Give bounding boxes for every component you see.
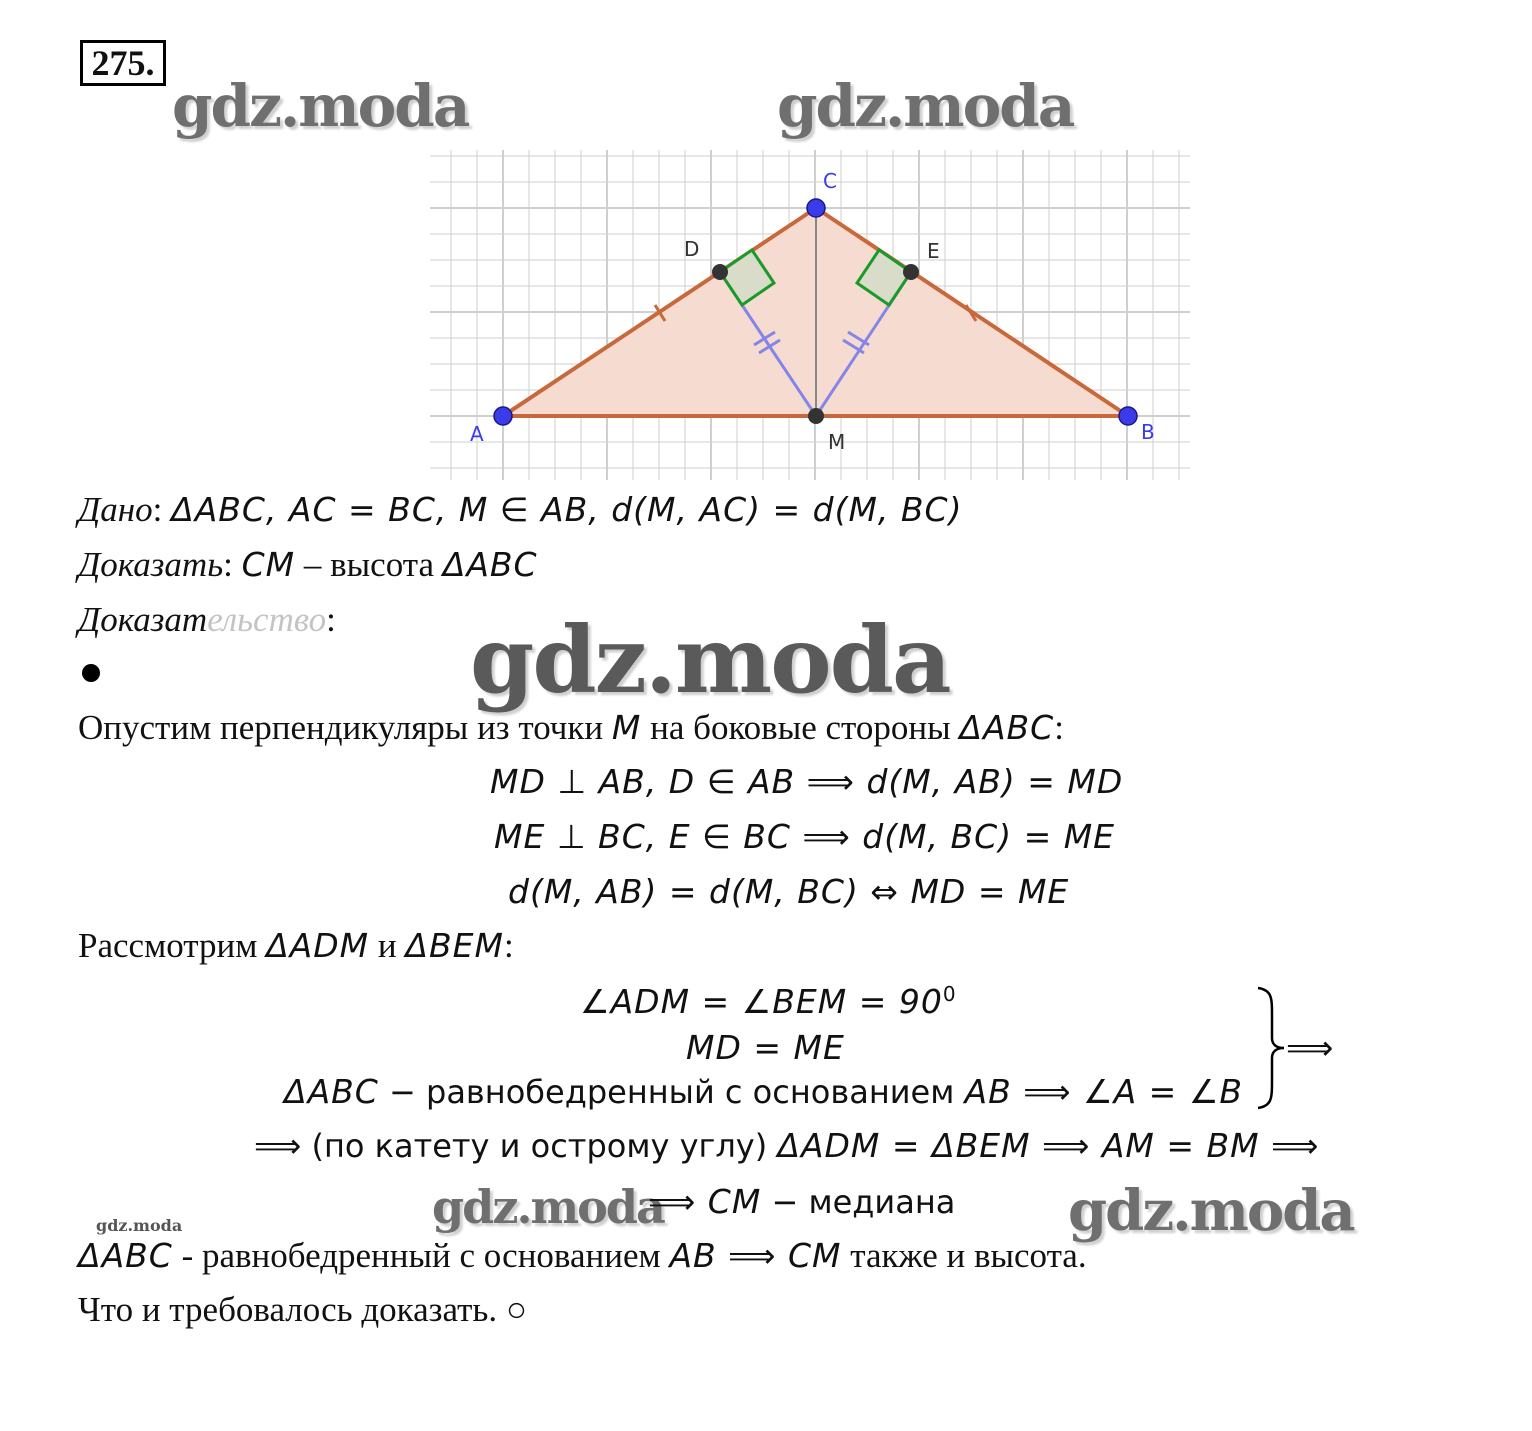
proof-label-line: [78, 600, 336, 640]
watermark-small: gdz.moda: [96, 1216, 183, 1235]
step2-and: и: [369, 926, 406, 965]
prove-object: CM: [241, 545, 296, 584]
conclusion2-math: ⟹ CM: [648, 1182, 762, 1221]
system-angles: ∠ADM = ∠BEM = 90: [580, 982, 943, 1021]
equation-3: d(M, AB) = d(M, BC) ⇔ MD = ME: [508, 872, 1070, 911]
step1-line: [78, 708, 1064, 748]
conclusion2-text: − медиана: [761, 1183, 956, 1221]
proof-label: Доказат: [78, 600, 208, 639]
watermark: gdz.moda: [777, 72, 1074, 140]
label-m: M: [828, 430, 846, 454]
conclusion1-text: (по катету и острому углу): [301, 1127, 778, 1165]
step1-text: Опустим перпендикуляры из точки: [78, 708, 612, 747]
step1-colon: :: [1054, 708, 1064, 747]
triangle-figure: [430, 150, 1190, 480]
step1-triangle: ΔABC: [959, 708, 1055, 747]
label-c: C: [823, 169, 837, 193]
conclusion1-line: [254, 1126, 1319, 1166]
step2-triangle-bem: ΔBEM: [405, 926, 504, 965]
point-b: [1119, 407, 1137, 425]
equation-1: MD ⊥ AB, D ∈ AB ⟹ d(M, AB) = MD: [490, 762, 1124, 801]
watermark: gdz.moda: [172, 72, 469, 140]
point-e: [903, 264, 919, 280]
degree-superscript: 0: [942, 982, 957, 1006]
step1-text2: на боковые стороны: [641, 708, 960, 747]
conclusion1-math: ΔADM = ΔBEM ⟹ AM = BM ⟹: [777, 1126, 1320, 1165]
system-line-1: [580, 982, 957, 1021]
final-line: [78, 1236, 1087, 1276]
system-text: − равнобедренный с основанием: [378, 1073, 965, 1111]
final-text: - равнобедренный с основанием: [172, 1236, 670, 1275]
watermark: gdz.moda: [470, 606, 950, 714]
prove-triangle: ΔABC: [442, 545, 538, 584]
label-d: D: [684, 237, 700, 261]
proof-colon: :: [326, 600, 336, 639]
given-label: Дано: [78, 490, 153, 529]
step2-line: [78, 926, 514, 966]
final-text2: также и высота.: [841, 1236, 1087, 1275]
prove-label: Доказать: [78, 545, 224, 584]
given-colon: :: [152, 490, 163, 529]
watermark: gdz.moda: [1068, 1178, 1354, 1244]
system-arrow: ⟹: [1286, 1028, 1334, 1067]
problem-number: 275.: [80, 40, 166, 86]
given-statement: ΔABC, AC = BC, M ∈ AB, d(M, AC) = d(M, BC): [171, 490, 963, 529]
proof-label-faded: ельство: [207, 600, 327, 639]
point-m: [808, 408, 824, 424]
point-a: [494, 407, 512, 425]
label-b: B: [1141, 420, 1155, 444]
step2-text: Рассмотрим: [78, 926, 267, 965]
point-c: [807, 199, 825, 217]
watermark: gdz.moda: [432, 1180, 664, 1234]
system-line-3: [284, 1072, 1243, 1112]
label-e: E: [927, 239, 940, 263]
final-math: AB ⟹ CM: [669, 1236, 842, 1275]
final-triangle: ΔABC: [78, 1236, 173, 1275]
qed-line: Что и требовалось доказать. ○: [78, 1290, 528, 1329]
system-triangle: ΔABC: [284, 1072, 379, 1111]
prove-line: [78, 545, 538, 585]
prove-colon: :: [223, 545, 233, 584]
conclusion1-arrow: ⟹: [254, 1126, 302, 1165]
given-line: [78, 490, 962, 530]
system-math: AB ⟹ ∠A = ∠B: [964, 1072, 1244, 1111]
curly-brace: [1250, 986, 1290, 1110]
step2-colon: :: [503, 926, 514, 965]
equation-2: ME ⊥ BC, E ∈ BC ⟹ d(M, BC) = ME: [494, 817, 1116, 856]
step2-triangle-adm: ΔADM: [266, 926, 370, 965]
label-a: A: [470, 422, 484, 446]
bullet: [82, 664, 100, 682]
conclusion2-line: [648, 1182, 955, 1222]
point-d: [712, 264, 728, 280]
prove-text: – высота: [295, 545, 443, 584]
system-line-2: MD = ME: [686, 1028, 845, 1067]
step1-point: M: [611, 708, 642, 747]
